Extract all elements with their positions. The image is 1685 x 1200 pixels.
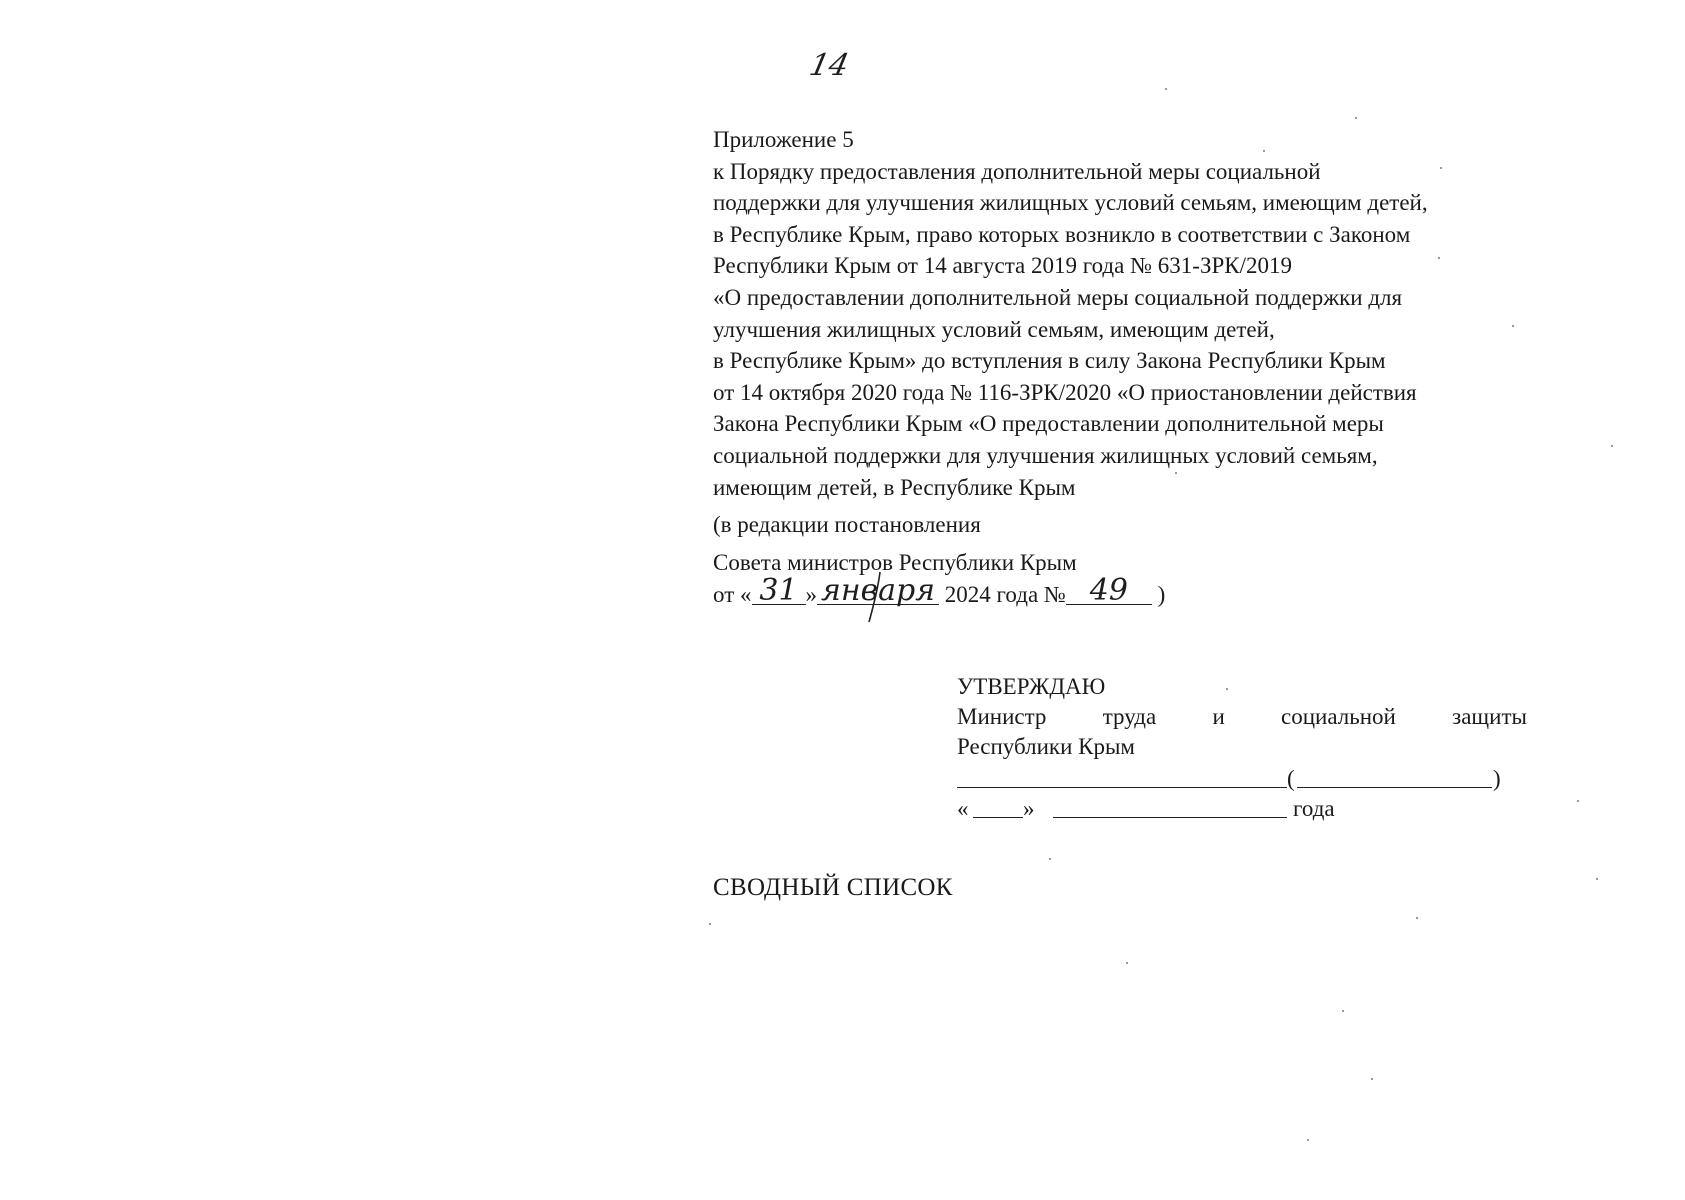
decree-month-handwritten: января [817,578,939,605]
decree-reference [713,573,1573,618]
decree-suffix: ) [1151,582,1166,608]
decree-year: 2024 года № [939,582,1066,608]
position-word: социальной [1281,704,1396,729]
signature-line [957,764,1527,794]
position-word: труда [1102,704,1157,729]
summary-list-title: СВОДНЫЙ СПИСОК [713,874,953,901]
appendix-line: в Республике Крым, право которых возникло в соответствии с Законом [713,221,1411,247]
approver-position [957,702,1527,732]
appendix-line: социальной поддержки для улучшения жилищных условий семьям, [713,442,1378,468]
handwritten-page-number: 14 [806,48,852,83]
approval-block [957,672,1527,824]
date-month-blank [1053,817,1287,818]
appendix-line: Республики Крым от 14 августа 2019 года № 631-ЗРК/2019 [713,253,1292,279]
edition-note: (в редакции постановления [713,512,981,538]
decree-day-handwritten: 31 [752,578,806,605]
appendix-line: Закона Республики Крым «О предоставлении дополнительной меры [713,411,1384,437]
decree-number-handwritten: 49 [1066,578,1152,605]
appendix-line: в Республике Крым» до вступления в силу Закона Республики Крым [713,348,1386,374]
position-word: Министр [957,704,1047,729]
handwriting-flourish-icon [866,570,886,625]
date-quote-close: » [1023,796,1035,821]
appendix-line: к Порядку предоставления дополнительной меры социальной [713,158,1321,184]
name-paren-open: ( [1287,766,1295,791]
decree-prefix: от « [713,582,752,608]
council-name: Совета министров Республики Крым [713,549,1077,575]
appendix-line: улучшения жилищных условий семьям, имеющим детей, [713,316,1275,342]
date-day-blank [973,817,1023,818]
appendix-line: от 14 октября 2020 года № 116-ЗРК/2020 «О приостановлении действия [713,379,1417,405]
appendix-header [713,124,1573,618]
approval-title: УТВЕРЖДАЮ [957,674,1106,699]
appendix-line: имеющим детей, в Республике Крым [713,474,1076,500]
date-quote-open: « [957,796,969,821]
position-word: и [1212,704,1225,729]
appendix-line: поддержки для улучшения жилищных условий семьям, имеющим детей, [713,190,1428,216]
date-year-word: года [1293,796,1335,821]
approver-region: Республики Крым [957,734,1135,759]
position-word: защиты [1452,704,1527,729]
signature-blank [957,787,1287,788]
appendix-line: Приложение 5 [713,127,854,152]
name-blank [1297,787,1492,788]
name-paren-close: ) [1493,766,1501,791]
decree-quote-close: » [805,582,817,608]
appendix-line: «О предоставлении дополнительной меры социальной поддержки для [713,284,1403,310]
approval-date-line [957,794,1527,824]
